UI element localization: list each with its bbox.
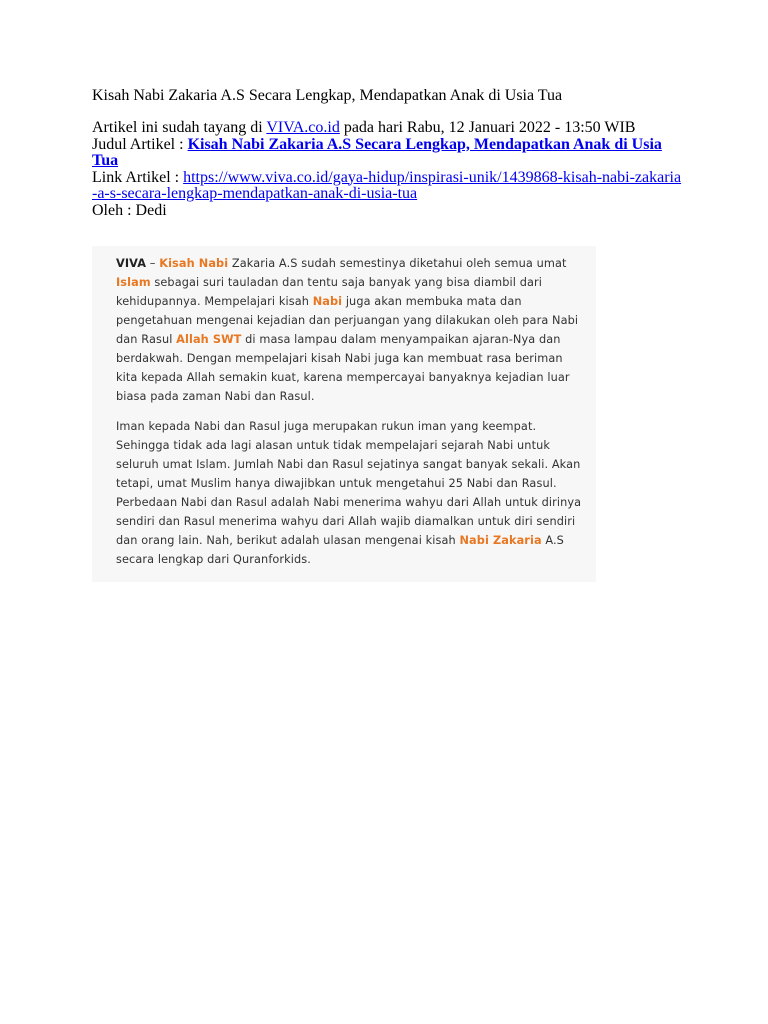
link-nabi: Nabi [312, 295, 343, 308]
paragraph-1-text-1: Zakaria A.S sudah semestinya diketahui oleh semua umat [228, 257, 567, 270]
brand-label: VIVA [116, 257, 147, 270]
link-allah-swt: Allah SWT [176, 333, 242, 346]
article-paragraph-2 [116, 417, 582, 569]
article-url-link[interactable]: https://www.viva.co.id/gaya-hidup/inspirasi-unik/1439868-kisah-nabi-zakaria-a-s-secara-lengkap-mendapatkan-anak-di-usia-tua [92, 168, 682, 202]
link-kisah-nabi: Kisah Nabi [159, 257, 229, 270]
article-meta [92, 120, 682, 219]
published-suffix: pada hari Rabu, 12 Januari 2022 - 13:50 WIB [339, 119, 636, 136]
article-link-label: Link Artikel : [92, 168, 184, 186]
paragraph-1-text-2: sebagai suri tauladan dan tentu saja banyak yang bisa diambil dari kehidupannya. Mempelajari kisah [116, 276, 542, 308]
paragraph-1-text-4: di masa lampau dalam menyampaikan ajaran-Nya dan berdakwah. Dengan mempelajari kisah Nabi juga kan membuat rasa beriman kita kepada Allah semakin kuat, karena mempercayai banyaknya kejadian luar biasa pada zaman Nabi dan Rasul. [116, 333, 570, 403]
embedded-article-screenshot [92, 246, 596, 582]
link-islam: Islam [116, 276, 151, 289]
document-title: Kisah Nabi Zakaria A.S Secara Lengkap, Mendapatkan Anak di Usia Tua [92, 87, 563, 104]
published-prefix: Artikel ini sudah tayang di [92, 119, 267, 136]
author-line: Oleh : Dedi [92, 201, 167, 219]
published-line [92, 120, 682, 137]
article-link-line [92, 170, 682, 203]
paragraph-1-text-3: juga akan membuka mata dan pengetahuan mengenai kejadian dan perjuangan yang dilakukan oleh para Nabi dan Rasul [116, 295, 579, 346]
article-title-link[interactable]: Kisah Nabi Zakaria A.S Secara Lengkap, Mendapatkan Anak di Usia Tua [92, 135, 662, 169]
link-nabi-zakaria: Nabi Zakaria [459, 534, 542, 547]
viva-site-link[interactable]: VIVA.co.id [266, 119, 340, 136]
paragraph-2-text-1: Iman kepada Nabi dan Rasul juga merupakan rukun iman yang keempat. Sehingga tidak ada lagi alasan untuk tidak mempelajari sejarah Nabi untuk seluruh umat Islam. Jumlah Nabi dan Rasul sejatinya sangat banyak sekali. Akan tetapi, umat Muslim hanya diwajibkan untuk mengetahui 25 Nabi dan Rasul. Perbedaan Nabi dan Rasul adalah Nabi menerima wahyu dari Allah untuk dirinya sendiri dan Rasul menerima wahyu dari Allah wajib diamalkan untuk diri sendiri dan orang lain. Nah, berikut adalah ulasan mengenai kisah [116, 420, 582, 547]
article-title-label: Judul Artikel : [92, 135, 188, 153]
brand-dash: – [146, 257, 160, 270]
paragraph-2-text-2: A.S secara lengkap dari Quranforkids. [116, 534, 564, 566]
article-paragraph-1 [116, 254, 582, 406]
article-title-line [92, 137, 682, 170]
